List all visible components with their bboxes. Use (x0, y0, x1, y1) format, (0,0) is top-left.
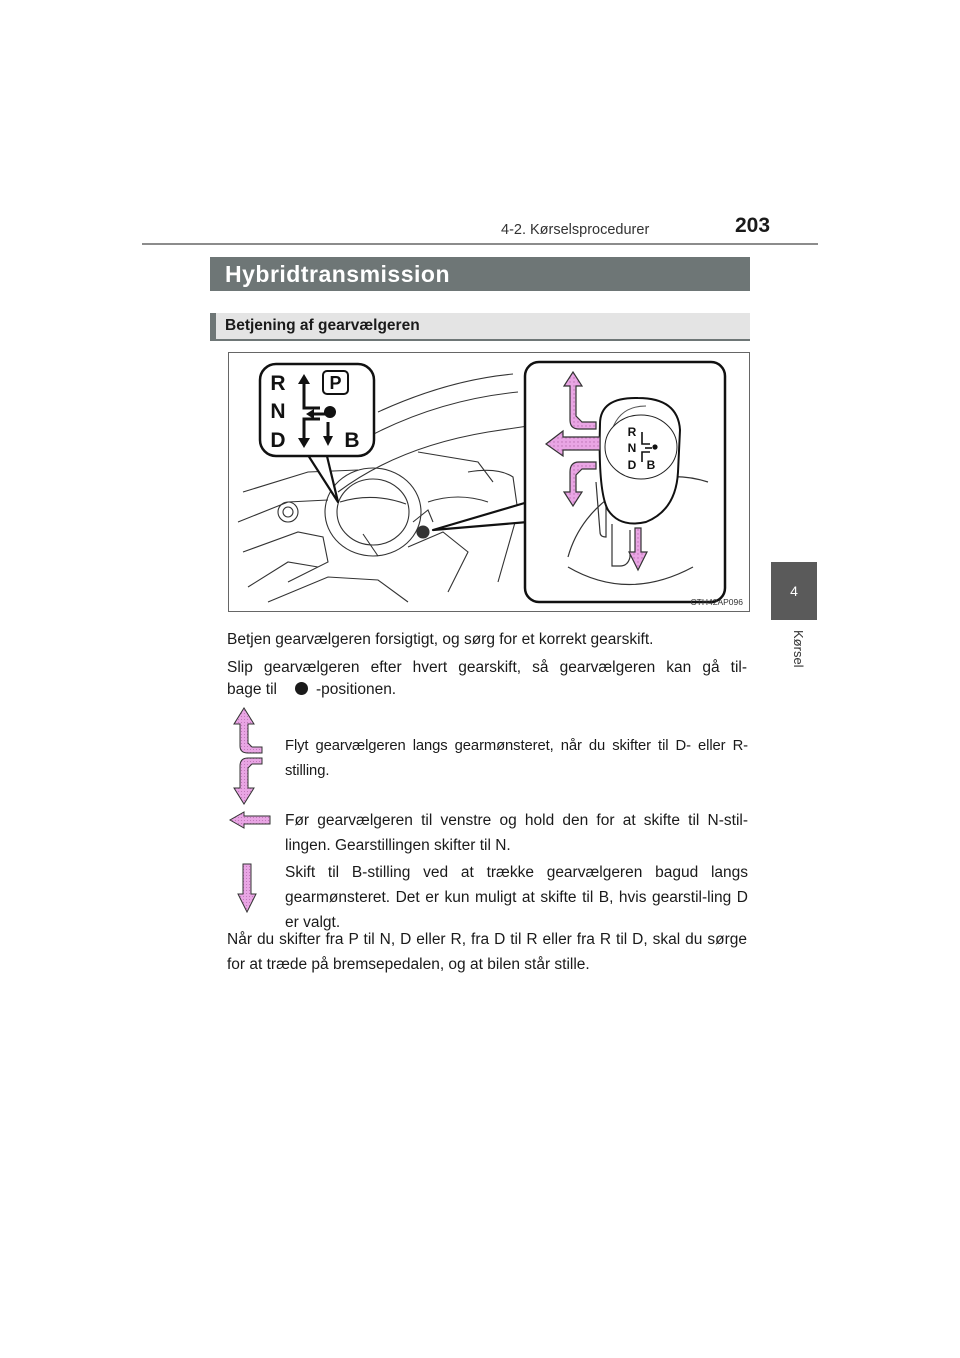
knob-label-d: D (627, 458, 637, 472)
illustration-code: CTH42AP096 (690, 597, 743, 607)
down-arrow-icon (236, 862, 258, 914)
chapter-number: 4 (790, 583, 798, 599)
neutral-dot-icon (295, 682, 308, 695)
gate-label-p: P (329, 373, 342, 393)
up-and-down-arrow-icon (228, 706, 268, 806)
gate-label-r: R (270, 372, 286, 395)
legend-text-n-shift: Før gearvælgeren til venstre og hold den for at skifte til N-stil-lingen. Gearstillingen skifter til N. (285, 812, 748, 854)
chapter-label: Kørsel (791, 630, 806, 668)
paragraph-careful-shift: Betjen gearvælgeren forsigtigt, og sørg for et korrekt gearskift. (227, 631, 654, 648)
shift-knob-callout (525, 362, 725, 602)
release-post-text: -positionen. (315, 681, 397, 698)
section-reference: 4-2. Kørselsprocedurer (501, 222, 650, 238)
sub-heading (210, 313, 750, 341)
legend-text-b-shift: Skift til B-stilling ved at trække gearvælgeren bagud langs gearmønsteret. Det er kun muligt at skifte til B, hvis gearstil-ling D er valgt. (285, 864, 748, 931)
shift-gate-callout (260, 364, 374, 456)
paragraph-brake-warning: Når du skifter fra P til N, D eller R, fra D til R eller fra R til D, skal du sørge for at træde på bremsepedalen, og at bilen står stille. (227, 931, 747, 973)
paragraph-release-line2 (227, 677, 747, 702)
gate-label-d: D (270, 429, 286, 452)
left-arrow-icon (228, 810, 272, 830)
release-pre-text: bage til (227, 681, 277, 698)
header-rule (142, 243, 818, 245)
gear-selector-illustration (228, 352, 750, 612)
main-heading: Hybridtransmission (210, 257, 750, 291)
knob-label-b: B (646, 458, 656, 472)
page-number: 203 (735, 214, 771, 237)
legend-text-d-r-shift: Flyt gearvælgeren langs gearmønsteret, når du skifter til D- eller R-stilling. (285, 738, 748, 779)
gate-label-b: B (344, 429, 360, 452)
sub-heading-text: Betjening af gearvælgeren (225, 317, 420, 334)
chapter-tab (771, 562, 817, 620)
knob-label-n: N (627, 441, 637, 455)
gate-label-n: N (270, 400, 286, 423)
knob-label-r: R (627, 425, 637, 439)
paragraph-release-line1: Slip gearvælgeren efter hvert gearskift, så gearvælgeren kan gå til- (227, 659, 747, 676)
